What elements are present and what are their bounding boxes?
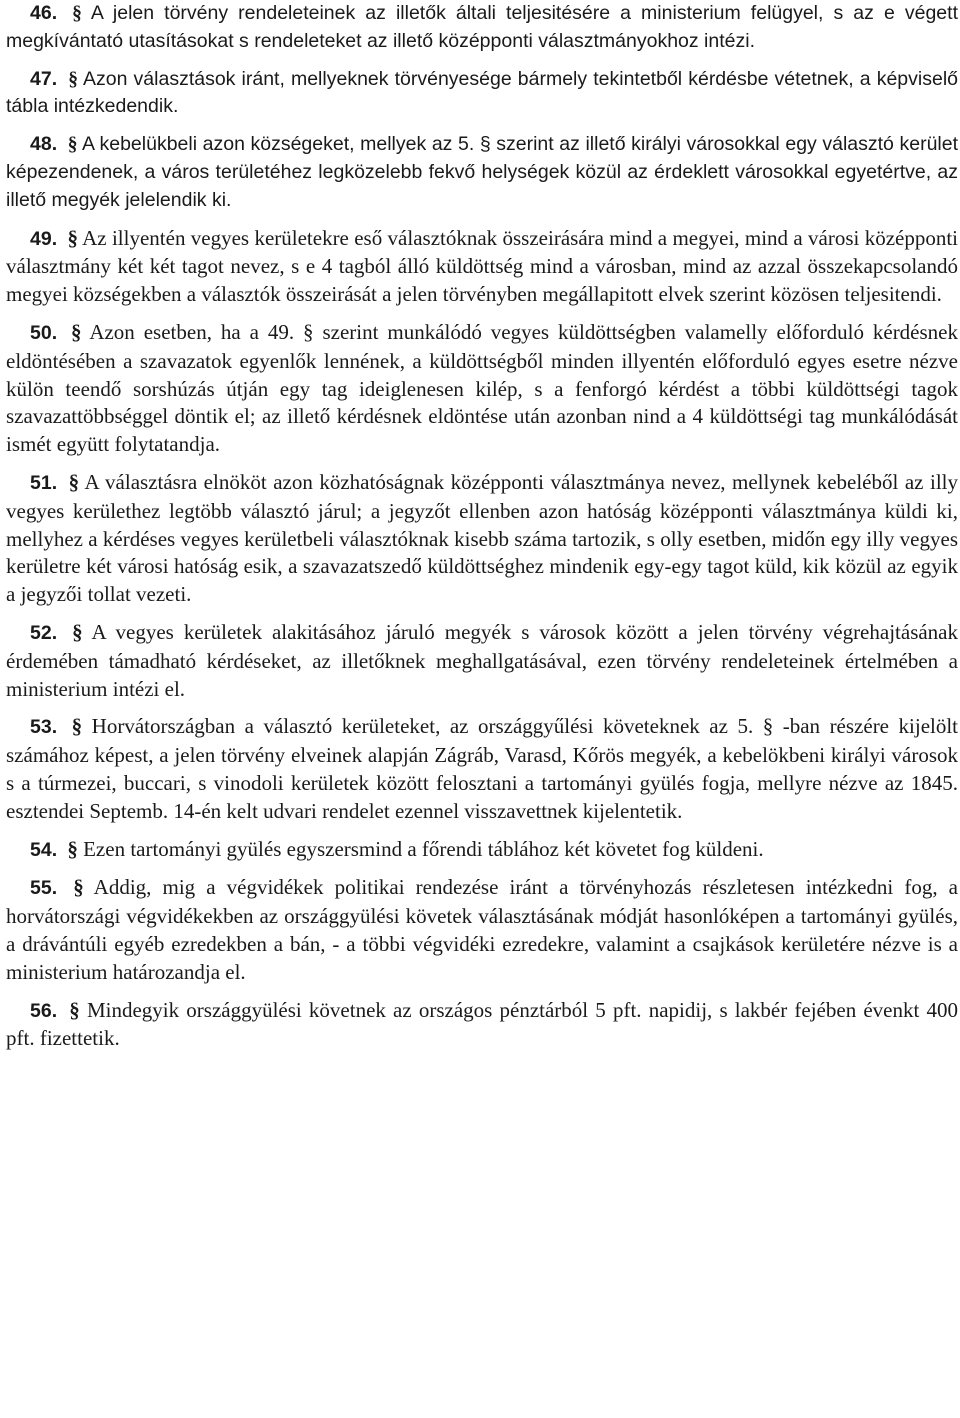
- section-sign: §: [67, 836, 78, 861]
- paragraph-text: A jelen törvény rendeleteinek az illetők általi teljesitésére a ministerium felügyel, s az e végett megkívántató utasításokat s rendeleteket az illető középponti választmányokhoz intézi.: [6, 2, 958, 52]
- section-sign: §: [71, 714, 83, 739]
- paragraph-number: 47.: [30, 67, 58, 90]
- paragraph-49: [6, 225, 958, 309]
- section-sign: §: [73, 875, 84, 900]
- paragraph-46: [6, 0, 958, 56]
- paragraph-number: 51.: [30, 471, 58, 494]
- paragraph-text: Az illyentén vegyes kerületekre eső választóknak összeirására mind a megyei, mind a városi középponti választmány két két tagot nevez, s e 4 tagból álló küldöttség mind a városban, mind az azzal összekapcsolandó megyei községekben a választók összeirását a jelen törvényben megállapitott elvek szerint közösen teljesitendi.: [6, 225, 959, 307]
- paragraph-number: 49.: [30, 227, 58, 250]
- section-sign: §: [71, 319, 82, 344]
- paragraph-55: [6, 874, 958, 986]
- paragraph-47: [6, 66, 958, 122]
- paragraph-number: 53.: [30, 716, 58, 739]
- paragraph-number: 48.: [30, 133, 58, 156]
- paragraph-text: Horvátországban a választó kerületeket, az országgyűlési követeknek az 5. § -ban részére kijelölt számához képest, a jelen törvény elveinek alapján Zágráb, Varasd, Kőrös megyék, a kebelökbeni királyi városok s a túrmezei, buccari, s vinodoli kerületek között felosztani a tartományi gyülés fogja, mellyre nézve az 1845. esztendei Septemb. 14-én kelt udvari rendelet ezennel visszavettnek kijelentetik.: [6, 714, 959, 823]
- paragraph-51: [6, 469, 958, 609]
- paragraph-53: [6, 713, 958, 825]
- section-sign: §: [72, 3, 82, 24]
- paragraph-text: A vegyes kerületek alakitásához járuló megyék s városok között a jelen törvény végrehajtásának érdemében támadható kérdéseket, az illetőknek meghallgatásával, ezen törvény rendeleteinek értelmében a ministerium intézi el.: [6, 619, 959, 701]
- section-sign: §: [68, 469, 80, 494]
- paragraph-text: A kebelükbeli azon községeket, mellyek az 5. § szerint az illető királyi városokkal egy választó kerület képezendenek, a város területéhez legközelebb fekvő helységek közül az érdeklett városokkal egyetértve, az illető megyék jelelendik ki.: [6, 133, 959, 211]
- paragraph-48: [6, 131, 958, 214]
- paragraph-text: Ezen tartományi gyülés egyszersmind a főrendi táblához két követet fog küldeni.: [83, 836, 764, 861]
- paragraph-number: 46.: [30, 2, 58, 24]
- paragraph-50: [6, 319, 958, 459]
- section-sign: §: [68, 68, 78, 90]
- paragraph-number: 54.: [30, 838, 58, 861]
- paragraph-number: 50.: [30, 321, 58, 344]
- paragraph-number: 55.: [30, 877, 58, 900]
- paragraph-56: [6, 997, 958, 1054]
- paragraph-text: A választásra elnököt azon közhatóságnak középponti választmánya nevez, mellynek kebeléből az illy vegyes kerülethez legtöbb választó járul; a jegyzőt ellenben azon hatóság középponti választmánya küldi ki, mellyhez a kérdéses vegyes kerületbeli választóknak kisebb száma tartozik, s olly esetben, midőn egy illy vegyes kerületre két városi hatóság esik, a szavazatszedő küldöttséghez mindenik egy-egy tagot küld, kik közül az egyik a jegyzői tollat vezeti.: [6, 469, 959, 607]
- paragraph-text: Azon választások iránt, mellyeknek törvényesége bármely tekintetből kérdésbe vétetnek, a képviselő tábla intézkedendik.: [6, 67, 959, 118]
- paragraph-text: Azon esetben, ha a 49. § szerint munkálódó vegyes küldöttségben valamelly előforduló kérdésnek eldöntésében a szavazatok egyenlők lennének, a küldöttségből minden illyentén előforduló egyes esetre nézve külön teendő sorshúzás útján egy tag ideiglenesen kilép, s a fenforgó kérdést a többi küldöttségi tagok szavazattöbbséggel döntik el; az illető kérdésnek eldöntése után azonban nind a 4 küldöttségi tag munkálódását ismét együtt folytatandja.: [6, 319, 959, 457]
- paragraph-number: 56.: [30, 999, 58, 1022]
- paragraph-number: 52.: [30, 621, 58, 644]
- paragraph-text: Addig, mig a végvidékek politikai rendezése iránt a törvényhozás részletesen intézkedni fog, a horvátországi végvidékekben az országgyülési követek választásának módját hasonlóképen a tartományi gyülés, a drávántúli egyéb ezredekben a bán, - a többi végvidéki ezredekre, valamint a csajkások kerületére nézve is a ministerium határozandja el.: [6, 875, 959, 984]
- paragraph-text: Mindegyik országgyülési követnek az országos pénztárból 5 pft. napidij, s lakbér fejében évenkt 400 pft. fizettetik.: [6, 997, 959, 1051]
- section-sign: §: [72, 619, 83, 644]
- section-sign: §: [67, 225, 78, 250]
- section-sign: §: [69, 997, 80, 1022]
- paragraph-54: [6, 836, 958, 865]
- paragraph-52: [6, 619, 958, 703]
- section-sign: §: [67, 134, 78, 156]
